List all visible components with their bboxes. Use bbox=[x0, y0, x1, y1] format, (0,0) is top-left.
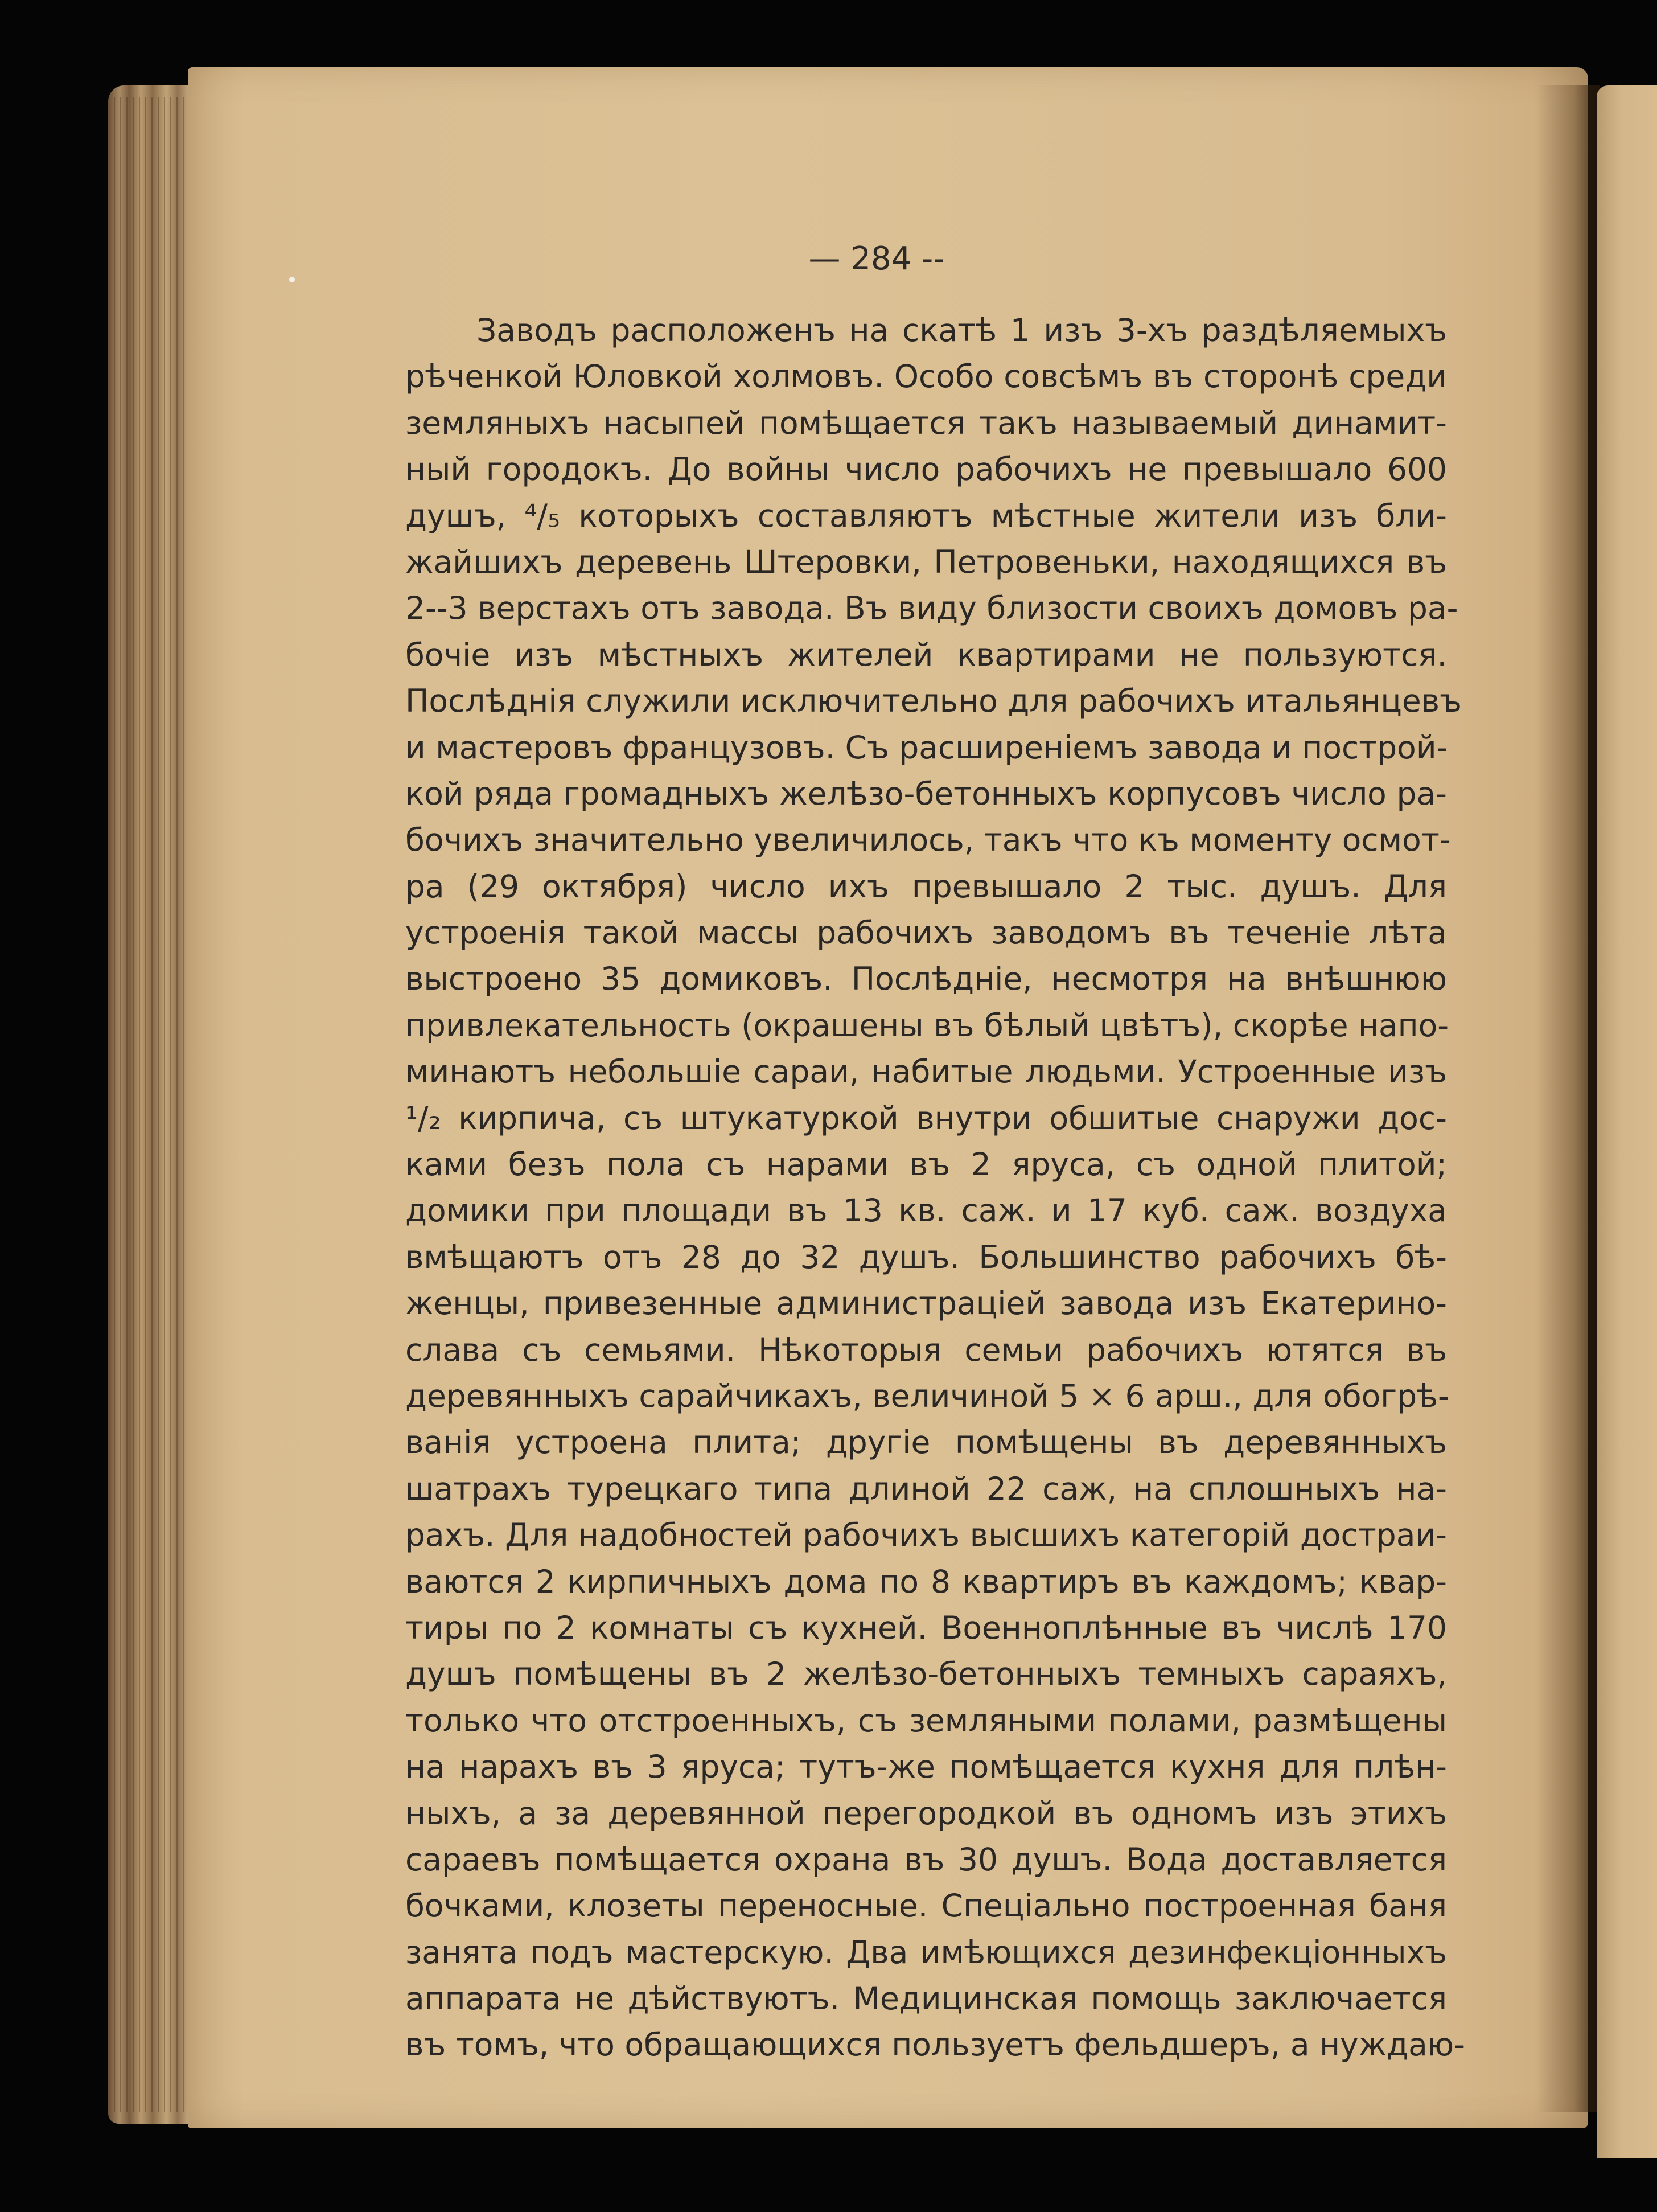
next-page-edge bbox=[1597, 85, 1657, 2158]
text-line: сараевъ помѣщается охрана въ 30 душъ. Вода доставляется bbox=[405, 1841, 1447, 1878]
text-line: бочками, клозеты переносные. Спеціально построенная баня bbox=[405, 1887, 1447, 1924]
text-line: кой ряда громадныхъ желѣзо-бетонныхъ корпусовъ число ра- bbox=[405, 775, 1447, 812]
gutter-shadow bbox=[1537, 85, 1600, 2112]
text-line: устроенія такой массы рабочихъ заводомъ въ теченіе лѣта bbox=[405, 914, 1447, 951]
text-line: и мастеровъ французовъ. Съ расширеніемъ завода и построй- bbox=[405, 729, 1448, 766]
text-line: деревянныхъ сарайчикахъ, величиной 5 × 6 арш., для обогрѣ- bbox=[405, 1377, 1449, 1414]
text-line: 2--3 верстахъ отъ завода. Въ виду близости своихъ домовъ ра- bbox=[405, 590, 1458, 627]
text-line: женцы, привезенные администраціей завода изъ Екатерино- bbox=[405, 1285, 1447, 1322]
text-line: слава съ семьями. Нѣкоторыя семьи рабочихъ ютятся въ bbox=[405, 1331, 1447, 1368]
text-line: ¹/₂ кирпича, съ штукатуркой внутри обшитые снаружи дос- bbox=[405, 1099, 1447, 1136]
text-line: бочіе изъ мѣстныхъ жителей квартирами не пользуются. bbox=[405, 636, 1447, 673]
text-line: минаютъ небольшіе сараи, набитые людьми. Устроенные изъ bbox=[405, 1053, 1447, 1090]
text-line: на нарахъ въ 3 яруса; тутъ-же помѣщается кухня для плѣн- bbox=[405, 1749, 1447, 1786]
text-line: вмѣщаютъ отъ 28 до 32 душъ. Большинство рабочихъ бѣ- bbox=[405, 1238, 1447, 1275]
text-line: бочихъ значительно увеличилось, такъ что къ моменту осмот- bbox=[405, 822, 1451, 859]
text-line: аппарата не дѣйствуютъ. Медицинская помощь заключается bbox=[405, 1980, 1447, 2017]
text-line: жайшихъ деревень Штеровки, Петровеньки, находящихся въ bbox=[405, 543, 1447, 580]
text-line: ныхъ, а за деревянной перегородкой въ одномъ изъ этихъ bbox=[405, 1795, 1447, 1832]
text-line: ками безъ пола съ нарами въ 2 яруса, съ одной плитой; bbox=[405, 1146, 1447, 1183]
text-line: занята подъ мастерскую. Два имѣющихся дезинфекціонныхъ bbox=[405, 1934, 1447, 1971]
page-number: — 284 -- bbox=[808, 240, 945, 277]
text-line: ваются 2 кирпичныхъ дома по 8 квартиръ въ каждомъ; квар- bbox=[405, 1563, 1447, 1600]
text-line: тиры по 2 комнаты съ кухней. Военноплѣнные въ числѣ 170 bbox=[405, 1609, 1447, 1646]
text-line: рѣченкой Юловкой холмовъ. Особо совсѣмъ въ сторонѣ среди bbox=[405, 358, 1447, 395]
text-line: ванія устроена плита; другіе помѣщены въ деревянныхъ bbox=[405, 1424, 1447, 1461]
text-line: душъ помѣщены въ 2 желѣзо-бетонныхъ темныхъ сараяхъ, bbox=[405, 1656, 1447, 1693]
text-line: ра (29 октября) число ихъ превышало 2 тыс. душъ. Для bbox=[405, 868, 1447, 905]
text-line: только что отстроенныхъ, съ земляными полами, размѣщены bbox=[405, 1702, 1447, 1739]
page-edge-lines bbox=[114, 97, 199, 2112]
text-line: земляныхъ насыпей помѣщается такъ называемый динамит- bbox=[405, 404, 1447, 441]
text-line: привлекательность (окрашены въ бѣлый цвѣтъ), скорѣе напо- bbox=[405, 1007, 1449, 1044]
text-line: душъ, ⁴/₅ которыхъ составляютъ мѣстные жители изъ бли- bbox=[405, 497, 1447, 534]
text-line: въ томъ, что обращающихся пользуетъ фельдшеръ, а нуждаю- bbox=[405, 2026, 1465, 2063]
text-line: домики при площади въ 13 кв. саж. и 17 куб. саж. воздуха bbox=[405, 1192, 1447, 1229]
paper-speck bbox=[289, 277, 295, 282]
text-line: Заводъ расположенъ на скатѣ 1 изъ 3-хъ раздѣляемыхъ bbox=[476, 312, 1447, 348]
text-line: Послѣднія служили исключительно для рабочихъ итальянцевъ bbox=[405, 683, 1462, 720]
body-text bbox=[405, 307, 1465, 2069]
text-line: рахъ. Для надобностей рабочихъ высшихъ категорій достраи- bbox=[405, 1517, 1447, 1554]
text-line: выстроено 35 домиковъ. Послѣдніе, несмотря на внѣшнюю bbox=[405, 961, 1447, 998]
text-line: ный городокъ. До войны число рабочихъ не превышало 600 bbox=[405, 451, 1447, 488]
text-line: шатрахъ турецкаго типа длиной 22 саж, на сплошныхъ на- bbox=[405, 1470, 1447, 1507]
